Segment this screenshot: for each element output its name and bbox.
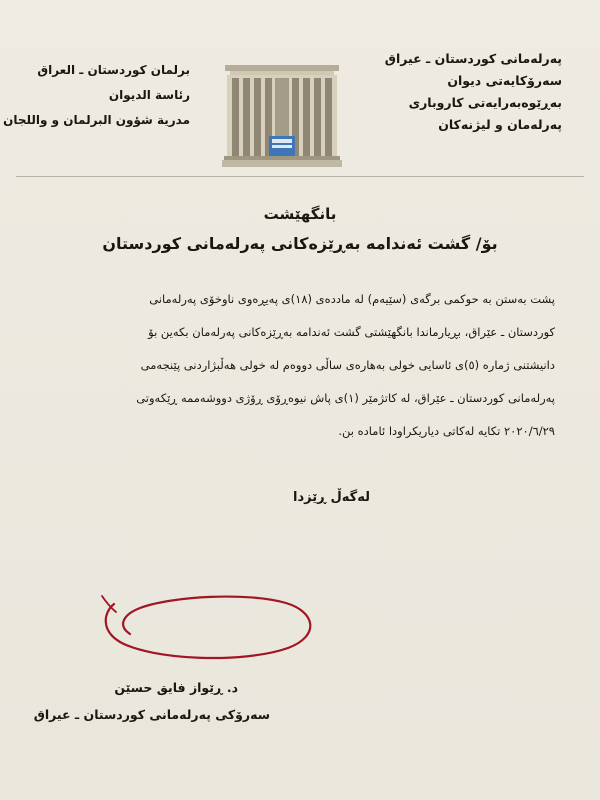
letterhead-line: رئاسة الديوان — [108, 88, 190, 102]
letterhead-line: بەڕێوەبەرایەتی کاروباری — [408, 95, 562, 110]
header-divider — [16, 176, 584, 177]
arabic-letterhead — [3, 58, 190, 133]
parliament-building-logo — [222, 62, 342, 172]
handwritten-signature — [92, 590, 322, 670]
letterhead-line: سەرۆکایەتی دیوان — [447, 73, 562, 88]
letterhead-line: برلمان كوردستان ـ العراق — [37, 63, 190, 77]
signatory-title: سەرۆکی پەرلەمانی کوردستان ـ عیراق — [33, 707, 270, 722]
kurdish-letterhead — [372, 48, 562, 136]
letter-body — [50, 283, 555, 448]
signatory-name: د. ڕێواز فایق حسێن — [114, 680, 238, 695]
closing-salutation: لەگەڵ ڕێزدا — [293, 490, 370, 505]
body-line: پەرلەمانی کوردستان ـ عێراق، لە کاتژمێر (١)ی پاش نیوەڕۆی ڕۆژی دووشەممە ڕێکەوتی — [136, 391, 555, 405]
letterhead-line: پەرلەمان و لیژنەکان — [438, 117, 562, 132]
body-line: دانیشتنی ژمارە (٥)ی ئاسایی خولی بەهارەی ساڵی دووەم لە خولی هەڵبژاردنی پێنجەمی — [140, 358, 555, 372]
letter-title: بانگهێشت — [263, 205, 337, 223]
letterhead-line: مدرية شؤون البرلمان و واللجان — [3, 113, 190, 127]
body-line: پشت بەستن بە حوکمی برگەی (سێیەم) لە ماددەی (١٨)ی پەیڕەوی ناوخۆی پەرلەمانی — [149, 292, 555, 306]
letter-recipient: بۆ/ گشت ئەندامە بەڕێزەکانی پەرلەمانی کوردستان — [102, 234, 498, 253]
body-line: کوردستان ـ عێراق، بڕیارماندا بانگهێشتی گشت ئەندامە بەڕێزەکانی پەرلەمان بکەین بۆ — [148, 325, 555, 339]
letterhead-line: پەرلەمانی کوردستان ـ عیراق — [384, 51, 562, 66]
body-line: ٢٠٢٠/٦/٢٩ تکایە لەکاتی دیاریکراودا ئامادە بن. — [338, 424, 555, 438]
